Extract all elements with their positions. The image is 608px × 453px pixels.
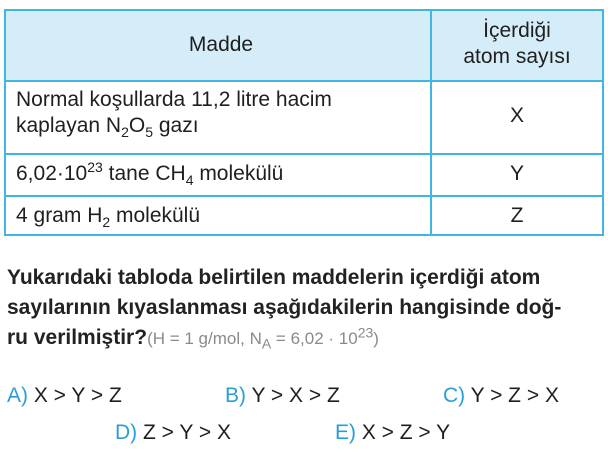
row-2-value: Y bbox=[509, 162, 524, 185]
option-e-letter: E) bbox=[335, 421, 356, 444]
row-1-substance bbox=[16, 87, 426, 139]
option-b[interactable] bbox=[225, 384, 340, 408]
option-b-letter: B) bbox=[225, 384, 246, 407]
data-table bbox=[4, 9, 604, 236]
question-line-1: Yukarıdaki tabloda belirtilen maddelerin içerdiği atom bbox=[7, 266, 541, 289]
option-d[interactable] bbox=[115, 421, 231, 445]
option-e-text: X > Z > Y bbox=[356, 421, 451, 444]
row-2-substance: $6,02\cdot 10^{23}$ tane $CH_4$ molekülü bbox=[16, 159, 284, 189]
option-d-text: Z > Y > X bbox=[137, 421, 231, 444]
header-atom-count-line2: atom sayısı bbox=[463, 45, 571, 68]
option-b-text: Y > X > Z bbox=[246, 384, 340, 407]
row-1-line1: Normal koşullarda 11,2 litre hacim bbox=[16, 88, 332, 111]
row-divider bbox=[6, 153, 602, 155]
option-e[interactable] bbox=[335, 421, 450, 445]
row-1-line2: kaplayan $N_2O_5$ gazı bbox=[16, 114, 199, 141]
row-1-value: X bbox=[509, 104, 524, 127]
row-divider bbox=[6, 195, 602, 197]
option-a-text: X > Y > Z bbox=[28, 384, 122, 407]
question-text bbox=[7, 263, 603, 354]
row-3-value: Z bbox=[510, 204, 524, 227]
row-3-substance: 4 gram $H_2$ molekülü bbox=[16, 204, 201, 231]
header-atom-count bbox=[432, 18, 602, 70]
option-c-letter: C) bbox=[443, 384, 466, 407]
option-a[interactable] bbox=[7, 384, 122, 408]
constants-note: (H = 1 g/mol, $N_A = 6,02 \cdot 10^{23}$) bbox=[147, 324, 379, 352]
option-d-letter: D) bbox=[115, 421, 138, 444]
option-a-letter: A) bbox=[7, 384, 28, 407]
row-divider bbox=[6, 80, 602, 82]
question-line-2: sayılarının kıyaslanması aşağıdakilerin hangisinde doğ- bbox=[7, 296, 562, 319]
header-atom-count-line1: İçerdiği bbox=[483, 19, 551, 42]
option-c-text: Y > Z > X bbox=[465, 384, 559, 407]
header-substance: Madde bbox=[188, 33, 254, 56]
question-line-3: ru verilmiştir?(H = 1 g/mol, $N_A = 6,02 \cdot 10^{23}$) bbox=[7, 324, 379, 352]
option-c[interactable] bbox=[443, 384, 559, 408]
